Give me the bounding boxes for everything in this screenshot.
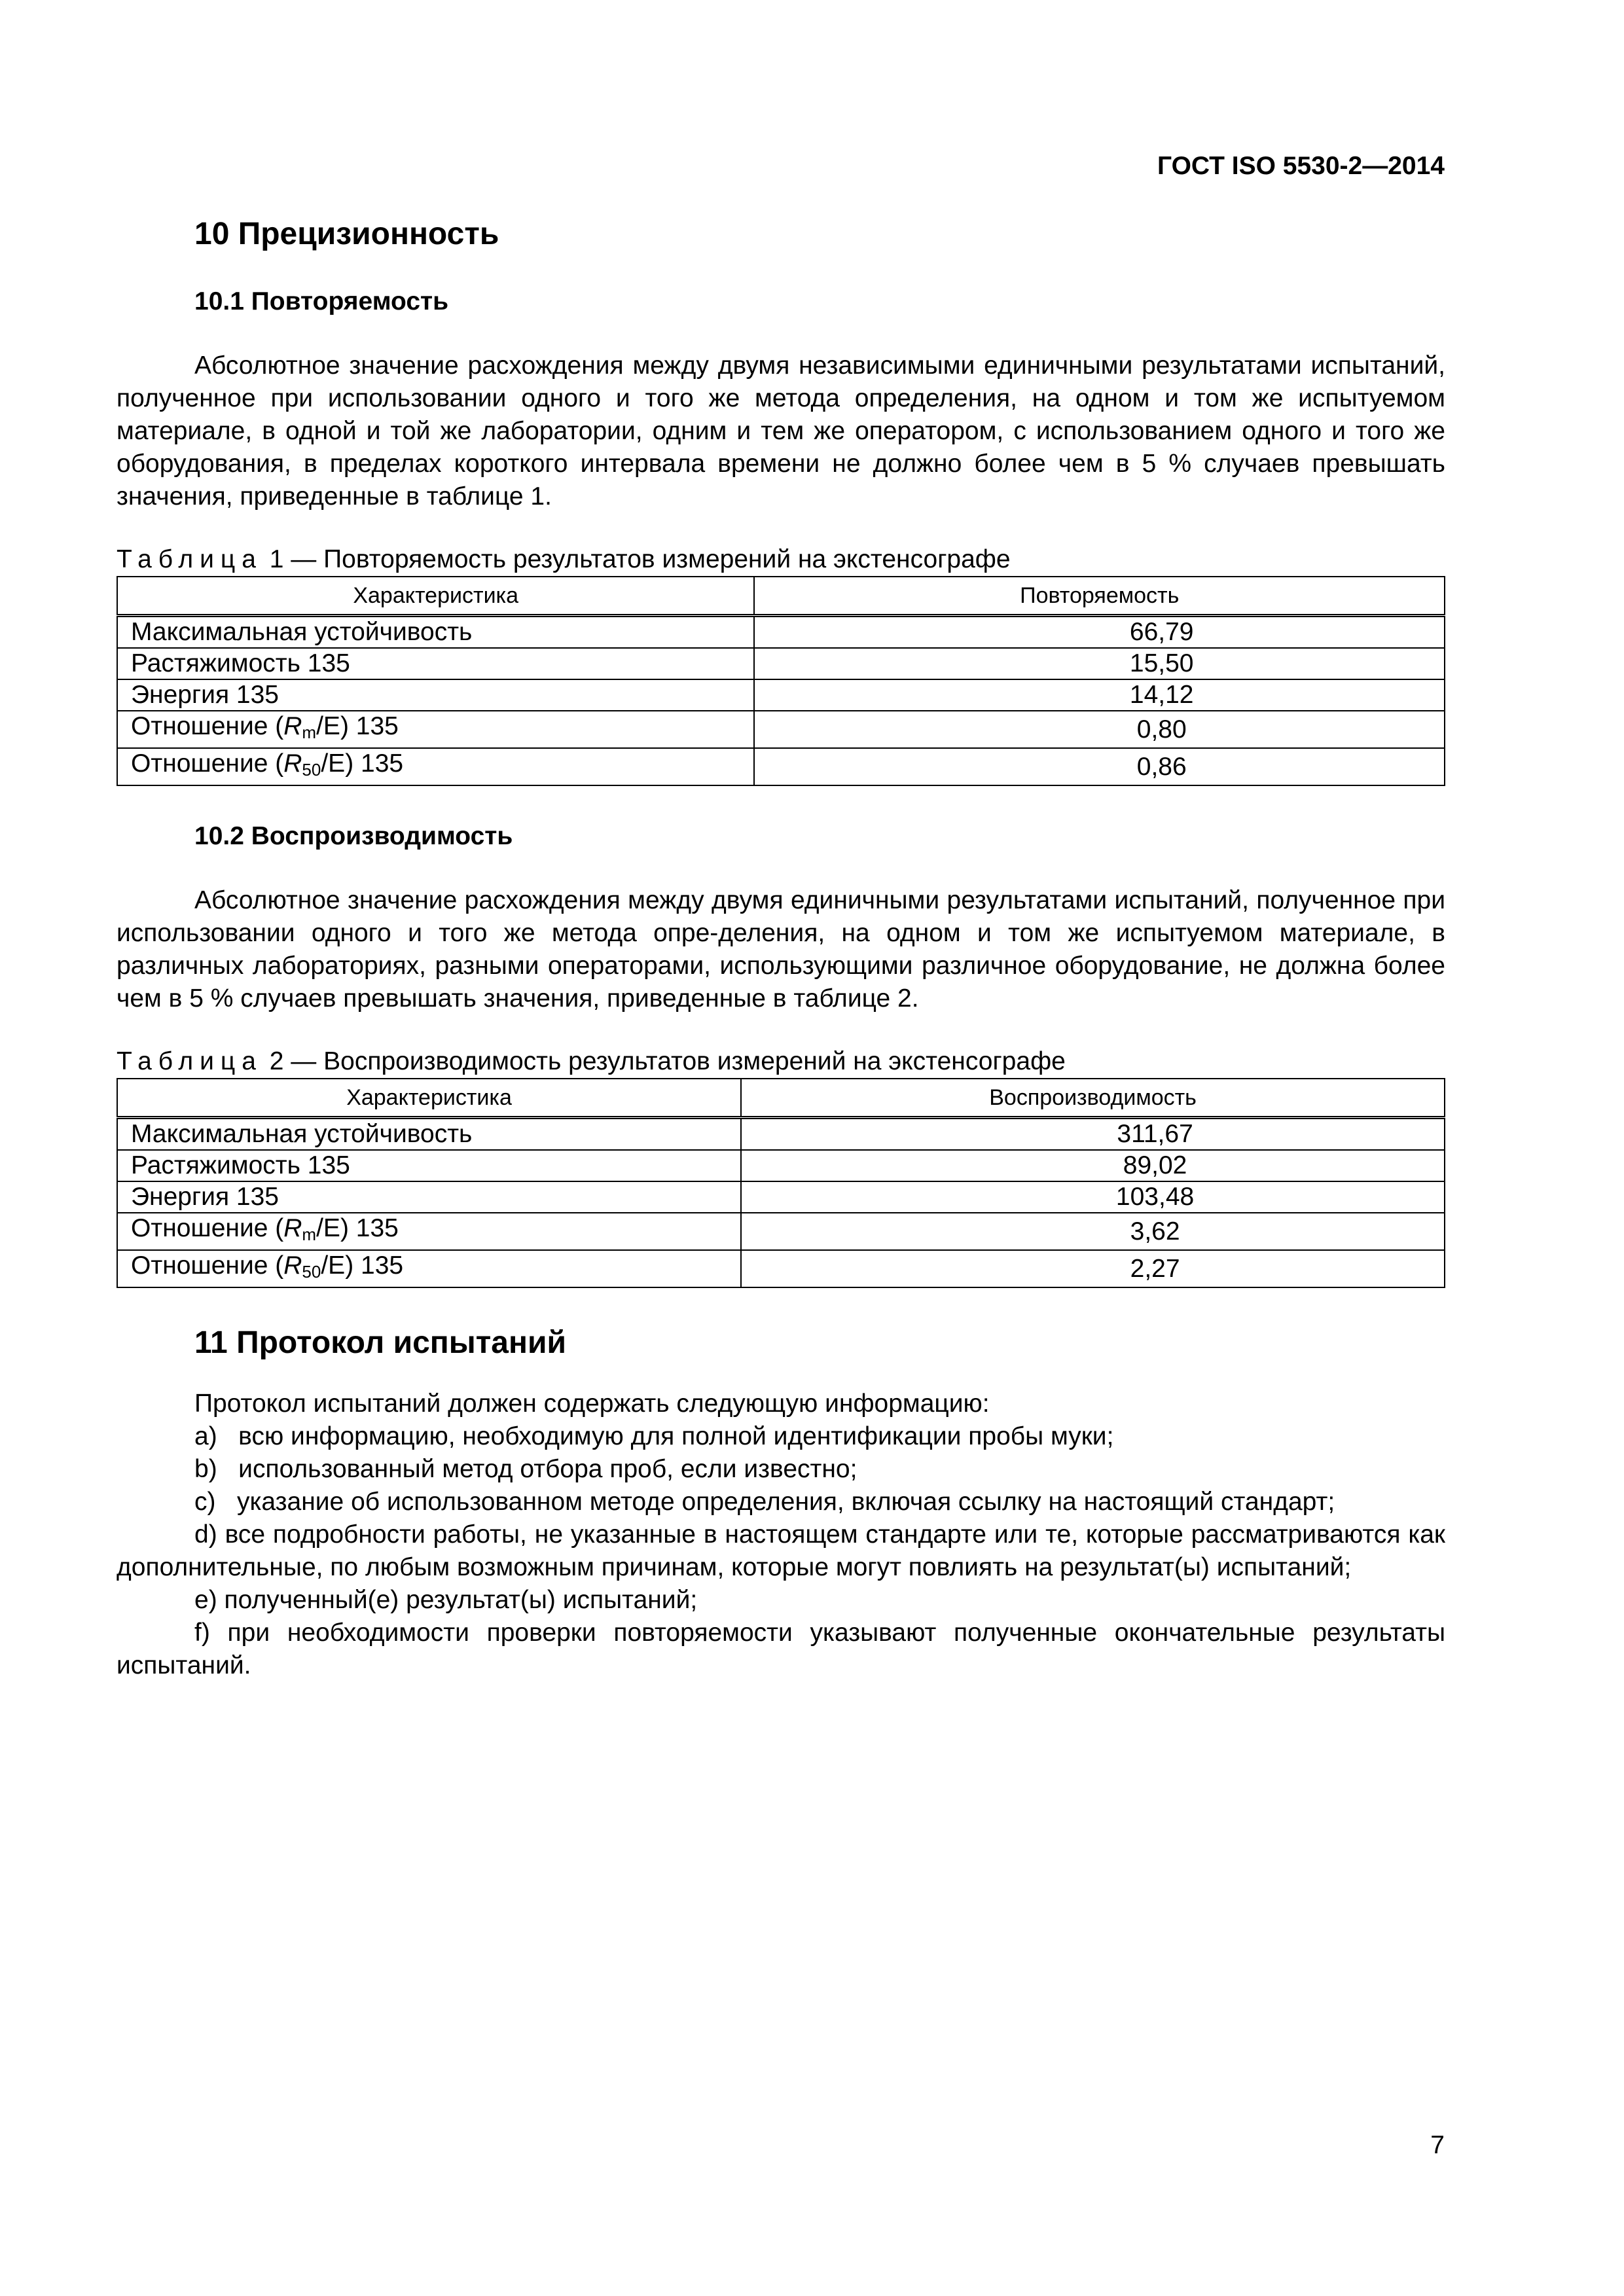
table-2-cell-value: 311,67 — [741, 1118, 1445, 1151]
table-1-cell-value: 15,50 — [754, 648, 1445, 679]
name-prefix: Отношение ( — [131, 1214, 284, 1242]
table-2-header-row — [117, 1079, 1445, 1118]
table-1-cell-name — [117, 711, 754, 748]
table-row — [117, 1250, 1445, 1287]
name-var: R — [283, 1214, 302, 1242]
section-11-list — [117, 1388, 1445, 1682]
table-2-col-header-characteristic: Характеристика — [117, 1079, 741, 1118]
name-suffix: /E) 135 — [321, 749, 404, 778]
table-2-cell-name: Растяжимость 135 — [117, 1150, 741, 1181]
name-suffix: /E) 135 — [316, 712, 399, 740]
table-1-cell-value: 14,12 — [754, 679, 1445, 711]
table-1 — [117, 576, 1445, 786]
page-content — [117, 216, 1445, 1682]
table-2 — [117, 1078, 1445, 1288]
table-2-caption-label: Таблица — [117, 1047, 262, 1075]
name-suffix: /E) 135 — [321, 1251, 404, 1280]
table-2-cell-value: 3,62 — [741, 1213, 1445, 1250]
name-sub: m — [302, 723, 317, 742]
list-item: a) всю информацию, необходимую для полной идентификации пробы муки; — [194, 1422, 1114, 1450]
table-row — [117, 616, 1445, 649]
table-1-cell-name: Максимальная устойчивость — [117, 616, 754, 649]
section-10-2-text: Абсолютное значение расхождения между двумя единичными результатами испытаний, полученное при использовании одного и того же метода опре-деления, на одном и том же испытуемом материале, в различных лабораториях, разными операторами, использующими различное оборудование, не должна более чем в 5 % случаев превышать значения, приведенные в таблице 2. — [117, 886, 1445, 1013]
table-1-cell-name — [117, 748, 754, 785]
table-1-cell-name: Растяжимость 135 — [117, 648, 754, 679]
table-1-col-header-characteristic: Характеристика — [117, 577, 754, 616]
name-sub: m — [302, 1225, 317, 1244]
name-prefix: Отношение ( — [131, 1251, 284, 1280]
list-item: b) использованный метод отбора проб, если известно; — [194, 1455, 857, 1483]
table-2-cell-value: 89,02 — [741, 1150, 1445, 1181]
table-row — [117, 679, 1445, 711]
table-2-cell-value: 103,48 — [741, 1181, 1445, 1213]
table-2-caption-text: 2 — Воспроизводимость результатов измерений на экстенсографе — [262, 1047, 1066, 1075]
section-10-title: 10 Прецизионность — [194, 217, 499, 251]
section-11-title: 11 Протокол испытаний — [194, 1325, 566, 1360]
table-2-cell-name — [117, 1250, 741, 1287]
table-1-caption-label: Таблица — [117, 545, 262, 573]
table-row — [117, 711, 1445, 748]
table-1-cell-value: 66,79 — [754, 616, 1445, 649]
document-code: ГОСТ ISO 5530-2—2014 — [1157, 152, 1445, 180]
name-var: R — [283, 749, 302, 778]
table-row — [117, 1150, 1445, 1181]
name-var: R — [283, 712, 302, 740]
list-item: d) все подробности работы, не указанные в настоящем стандарте или те, которые рассматриваются как дополнительные, по любым возможным причинам, которые могут повлиять на результат(ы) испытаний; — [117, 1520, 1445, 1581]
name-sub: 50 — [302, 1262, 321, 1282]
list-item: e) полученный(е) результат(ы) испытаний; — [194, 1586, 698, 1614]
table-1-caption-text: 1 — Повторяемость результатов измерений на экстенсографе — [262, 545, 1011, 573]
table-row — [117, 648, 1445, 679]
name-var: R — [283, 1251, 302, 1280]
table-1-header-row — [117, 577, 1445, 616]
table-2-cell-name: Энергия 135 — [117, 1181, 741, 1213]
table-row — [117, 1213, 1445, 1250]
section-10-1-text: Абсолютное значение расхождения между двумя независимыми единичными результатами испытаний, полученное при использовании одного и того же метода определения, на одном и том же испытуемом материале, в одной и той же лаборатории, одним и тем же оператором, с использованием одного и того же оборудования, в пределах короткого интервала времени не должно более чем в 5 % случаев превышать значения, приведенные в таблице 1. — [117, 351, 1445, 511]
section-10-1-title: 10.1 Повторяемость — [194, 287, 449, 315]
table-1-col-header-repeatability: Повторяемость — [754, 577, 1445, 616]
name-prefix: Отношение ( — [131, 712, 284, 740]
section-11-intro: Протокол испытаний должен содержать следующую информацию: — [194, 1390, 990, 1418]
table-1-cell-value: 0,80 — [754, 711, 1445, 748]
table-2-caption — [117, 1047, 1445, 1077]
table-2-cell-value: 2,27 — [741, 1250, 1445, 1287]
table-1-cell-name: Энергия 135 — [117, 679, 754, 711]
table-row — [117, 748, 1445, 785]
table-1-caption — [117, 545, 1445, 575]
name-suffix: /E) 135 — [316, 1214, 399, 1242]
table-1-cell-value: 0,86 — [754, 748, 1445, 785]
list-item: f) при необходимости проверки повторяемости указывают полученные окончательные результаты испытаний. — [117, 1619, 1445, 1679]
table-2-cell-name: Максимальная устойчивость — [117, 1118, 741, 1151]
table-2-cell-name — [117, 1213, 741, 1250]
list-item: c) указание об использованном методе определения, включая ссылку на настоящий стандарт; — [194, 1488, 1335, 1516]
name-sub: 50 — [302, 760, 321, 780]
table-2-col-header-reproducibility: Воспроизводимость — [741, 1079, 1445, 1118]
table-row — [117, 1118, 1445, 1151]
name-prefix: Отношение ( — [131, 749, 284, 778]
section-10-2-title: 10.2 Воспроизводимость — [194, 822, 513, 850]
table-row — [117, 1181, 1445, 1213]
page-number: 7 — [1430, 2131, 1445, 2159]
